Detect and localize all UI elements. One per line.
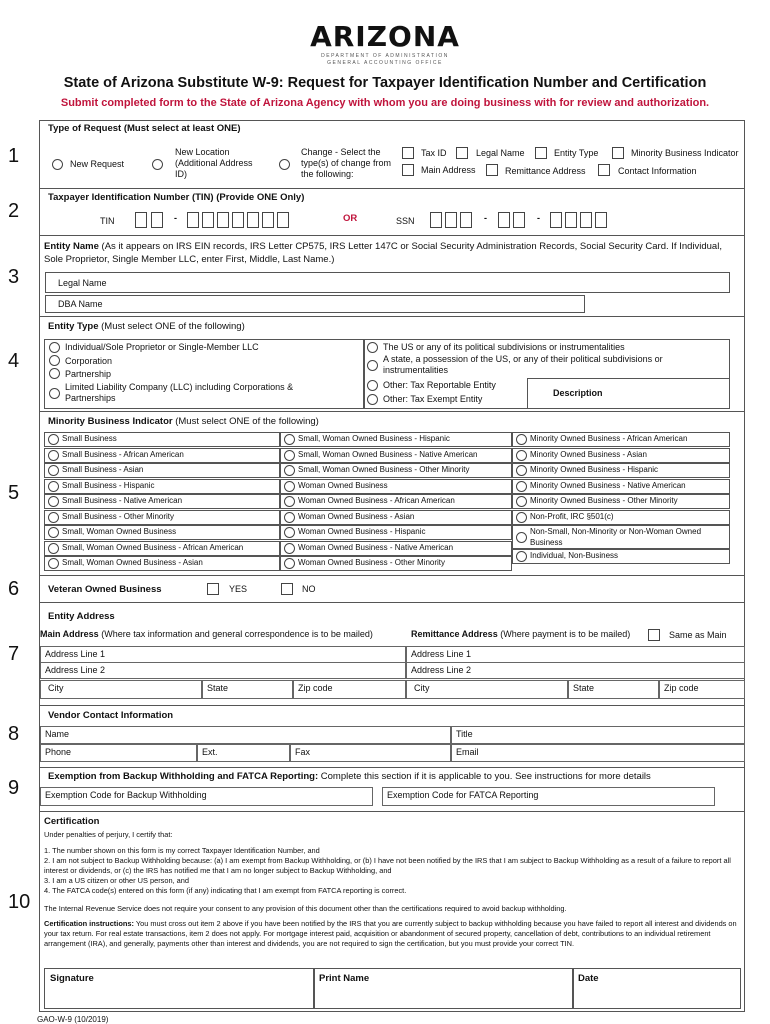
entity-tax-reportable-radio[interactable] [367, 380, 378, 391]
minority-option-label: Woman Owned Business - Native American [298, 542, 454, 552]
minority-option-label: Small Business - African American [62, 449, 184, 459]
divider [39, 575, 745, 576]
or-label: OR [343, 213, 358, 224]
minority-option-label: Small Business - Hispanic [62, 480, 155, 490]
change-radio[interactable] [279, 159, 290, 170]
divider [39, 767, 745, 768]
tin-digit[interactable] [217, 212, 229, 228]
minority-option-row[interactable] [512, 448, 730, 463]
legal-name-label: Legal Name [476, 148, 525, 158]
minority-option-row[interactable] [44, 525, 280, 540]
minority-option-label: Non-Profit, IRC §501(c) [530, 511, 614, 521]
minority-option-row[interactable] [512, 463, 730, 478]
contact-title-field[interactable]: Title [451, 726, 745, 744]
remit-address-desc: (Where payment is to be mailed) [500, 629, 631, 639]
dba-name-field[interactable] [45, 295, 585, 313]
minority-label-bold: Minority Business Indicator [48, 416, 173, 427]
entity-tax-reportable-label: Other: Tax Reportable Entity [383, 380, 496, 390]
main-address-desc: (Where tax information and general correspondence is to be mailed) [101, 629, 373, 639]
form-footer: GAO-W-9 (10/2019) [37, 1015, 109, 1024]
minority-option-radio[interactable] [48, 527, 59, 538]
certification-item-4: 4. The FATCA code(s) entered on this form (if any) indicating that I am exempt from FATCA reporting is correct. [44, 886, 407, 895]
minority-option-radio[interactable] [48, 450, 59, 461]
section-number-7: 7 [8, 643, 20, 665]
tin-digit[interactable] [277, 212, 289, 228]
minority-option-row[interactable] [44, 479, 280, 494]
entity-individual-label: Individual/Sole Proprietor or Single-Member LLC [65, 342, 259, 352]
section-number-10: 10 [8, 891, 31, 913]
minority-option-row[interactable] [280, 432, 512, 447]
contact-fax-field[interactable]: Fax [290, 744, 451, 762]
signature-label: Signature [50, 973, 94, 984]
divider [39, 235, 745, 236]
tin-digit[interactable] [202, 212, 214, 228]
divider [39, 316, 745, 317]
minority-option-row[interactable] [512, 494, 730, 509]
logo-line2: GENERAL ACCOUNTING OFFICE [327, 60, 443, 66]
minority-option-radio[interactable] [284, 543, 295, 554]
minority-option-radio[interactable] [284, 512, 295, 523]
fatca-field[interactable]: Exemption Code for FATCA Reporting [382, 787, 715, 806]
veteran-label: Veteran Owned Business [48, 584, 162, 595]
certification-instructions [44, 919, 744, 948]
new-location-radio[interactable] [152, 159, 163, 170]
minority-option-label: Small Business - Asian [62, 465, 144, 474]
certification-item-2: 2. I am not subject to Backup Withholding because: (a) I am exempt from Backup Withholding, or (b) I have not been notified by the IRS that I am subject to Backup Withholding as a result of a failure to report all interest or dividends, or (c) the IRS has notified me that I am no longer subject to Backup Withholding, and [44, 856, 731, 875]
minority-option-label: Woman Owned Business [298, 480, 388, 490]
entity-type-checkbox[interactable] [535, 147, 547, 159]
ssn-digit[interactable] [580, 212, 592, 228]
minority-option-row[interactable] [280, 448, 512, 463]
minority-option-radio[interactable] [48, 543, 59, 554]
minority-option-row[interactable] [512, 432, 730, 447]
main-zip[interactable]: Zip code [293, 680, 406, 699]
veteran-yes-label: YES [229, 584, 248, 594]
minority-option-radio[interactable] [516, 450, 527, 461]
certification-item-3: 3. I am a US citizen or other US person, and [44, 876, 190, 885]
minority-option-row[interactable] [44, 510, 280, 525]
form-subtitle: Submit completed form to the State of Arizona Agency with whom you are doing business with for review and authorization. [60, 97, 710, 109]
minority-option-radio[interactable] [48, 481, 59, 492]
minority-option-radio[interactable] [48, 496, 59, 507]
ssn-digit[interactable] [498, 212, 510, 228]
certification-label: Certification [44, 816, 100, 827]
minority-option-row[interactable] [44, 463, 280, 478]
divider [39, 188, 745, 189]
contact-ext-field[interactable]: Ext. [197, 744, 290, 762]
backup-withholding-field[interactable]: Exemption Code for Backup Withholding [40, 787, 373, 806]
entity-address-label: Entity Address [48, 611, 115, 622]
entity-us-radio[interactable] [367, 342, 378, 353]
description-label: Description [553, 388, 603, 398]
minority-option-label: Small Business - Native American [62, 496, 183, 505]
minority-option-row[interactable] [44, 494, 280, 509]
certification-item-1: 1. The number shown on this form is my correct Taxpayer Identification Number, and [44, 846, 320, 855]
minority-option-row[interactable] [280, 510, 512, 525]
minority-option-label: Small, Woman Owned Business [62, 527, 177, 536]
minority-option-radio[interactable] [516, 512, 527, 523]
ssn-digit[interactable] [513, 212, 525, 228]
minority-option-label: Woman Owned Business - Hispanic [298, 527, 426, 536]
entity-name-desc: (As it appears on IRS EIN records, IRS Letter CP575, IRS Letter 147C or Social Security Administration Records, Social Security Card. If Individual, Sole Proprietor, Single Member LLC, enter First, Middle, Last Name.) [44, 241, 722, 265]
remit-address-bold: Remittance Address [411, 629, 498, 639]
remit-city[interactable]: City [406, 680, 568, 699]
section-number-3: 3 [8, 266, 20, 288]
entity-name-instructions [44, 240, 734, 266]
main-address-heading [40, 629, 373, 640]
minority-heading [48, 416, 319, 427]
minority-option-radio[interactable] [48, 512, 59, 523]
irs-consent-note: The Internal Revenue Service does not require your consent to any provision of this document other than the certifications required to avoid backup withholding. [44, 904, 567, 913]
contact-info-checkbox[interactable] [598, 164, 610, 176]
minority-option-row[interactable] [280, 556, 512, 571]
minority-indicator-label: Minority Business Indicator [631, 148, 739, 158]
main-city[interactable]: City [40, 680, 202, 699]
minority-option-radio[interactable] [284, 465, 295, 476]
ssn-dash: - [484, 213, 487, 223]
exemption-bold: Exemption from Backup Withholding and FATCA Reporting: [48, 771, 319, 782]
minority-option-radio[interactable] [284, 481, 295, 492]
contact-info-label: Contact Information [618, 166, 697, 176]
date-label: Date [578, 973, 599, 984]
ssn-digit[interactable] [595, 212, 607, 228]
tin-digit[interactable] [135, 212, 147, 228]
section-number-2: 2 [8, 200, 20, 222]
certification-intro: Under penalties of perjury, I certify that: [44, 830, 173, 839]
ssn-label: SSN [396, 216, 415, 226]
entity-type-label-bold: Entity Type [48, 321, 99, 332]
minority-option-label: Small, Woman Owned Business - African American [62, 542, 244, 552]
entity-state-label: A state, a possession of the US, or any of their political subdivisions or instrumentalities [383, 354, 663, 375]
entity-corporation-radio[interactable] [49, 355, 60, 366]
remittance-address-label: Remittance Address [505, 166, 586, 176]
main-address-line2[interactable]: Address Line 2 [40, 662, 406, 679]
legal-name-checkbox[interactable] [456, 147, 468, 159]
minority-option-label: Minority Owned Business - Hispanic [530, 465, 659, 474]
remit-address-line2[interactable]: Address Line 2 [406, 662, 745, 679]
divider [39, 411, 745, 412]
minority-option-radio[interactable] [284, 496, 295, 507]
veteran-no-checkbox[interactable] [281, 583, 293, 595]
minority-option-row[interactable] [44, 556, 280, 571]
remit-state[interactable]: State [568, 680, 659, 699]
legal-name-field[interactable] [45, 272, 730, 293]
ssn-digit[interactable] [445, 212, 457, 228]
exemption-desc: Complete this section if it is applicable to you. See instructions for more details [320, 771, 651, 782]
cert-instr-text: You must cross out item 2 above if you have been notified by the IRS that you are currently subject to backup withholding because you have failed to report all interest and dividends on your tax return. For real estate transactions, item 2 does not apply. For mortgage interest paid, acquisition or abandonment of secured property, cancellation of debt, contributions to an individual retirement arrangement (IRA), and generally, payments other than interest and dividends, you are not required to sign the certification, but you must provide your correct TIN. [44, 919, 737, 948]
minority-option-radio[interactable] [516, 434, 527, 445]
cert-instr-bold: Certification instructions: [44, 919, 134, 928]
exemption-heading [48, 771, 651, 782]
arizona-logo [300, 20, 470, 67]
remit-address-line1[interactable]: Address Line 1 [406, 646, 745, 663]
minority-option-label: Small, Woman Owned Business - Asian [62, 558, 203, 567]
contact-phone-field[interactable]: Phone [40, 744, 197, 762]
entity-llc-radio[interactable] [49, 388, 60, 399]
main-address-checkbox[interactable] [402, 164, 414, 176]
minority-option-row[interactable] [280, 525, 512, 540]
form-title: State of Arizona Substitute W-9: Request for Taxpayer Identification Number and Certification [63, 75, 707, 91]
minority-option-radio[interactable] [516, 481, 527, 492]
minority-option-label: Small, Woman Owned Business - Native American [298, 449, 478, 459]
veteran-no-label: NO [302, 584, 316, 594]
section-number-4: 4 [8, 350, 20, 372]
contact-email-field[interactable]: Email [451, 744, 745, 762]
entity-us-label: The US or any of its political subdivisions or instrumentalities [383, 342, 625, 352]
new-request-radio[interactable] [52, 159, 63, 170]
logo-line1: DEPARTMENT OF ADMINISTRATION [321, 53, 449, 59]
legal-name-field-label: Legal Name [58, 278, 107, 288]
minority-option-label: Small, Woman Owned Business - Other Minority [298, 465, 470, 474]
entity-type-desc: (Must select ONE of the following) [101, 321, 245, 332]
minority-option-row[interactable] [44, 448, 280, 463]
divider [39, 602, 745, 603]
minority-option-row[interactable] [280, 494, 512, 509]
entity-tax-exempt-label: Other: Tax Exempt Entity [383, 394, 483, 404]
tin-dash: - [174, 213, 177, 223]
minority-option-radio[interactable] [516, 551, 527, 562]
change-label: Change - Select the type(s) of change from the following: [301, 147, 392, 179]
minority-option-row[interactable] [280, 463, 512, 478]
minority-option-label: Non-Small, Non-Minority or Non-Woman Owned Business [530, 527, 702, 547]
minority-option-label: Woman Owned Business - Other Minority [298, 558, 446, 567]
dba-name-field-label: DBA Name [58, 299, 103, 309]
main-address-line1[interactable]: Address Line 1 [40, 646, 406, 663]
minority-option-label: Small, Woman Owned Business - Hispanic [298, 434, 450, 443]
section-number-8: 8 [8, 723, 20, 745]
section-number-5: 5 [8, 482, 20, 504]
entity-state-radio[interactable] [367, 360, 378, 371]
entity-partnership-label: Partnership [65, 369, 112, 379]
main-address-label: Main Address [421, 165, 476, 175]
entity-partnership-radio[interactable] [49, 368, 60, 379]
entity-individual-radio[interactable] [49, 342, 60, 353]
minority-option-radio[interactable] [284, 450, 295, 461]
minority-option-label: Minority Owned Business - Native American [530, 480, 686, 490]
entity-llc-label: Limited Liability Company (LLC) including Corporations & Partnerships [65, 382, 294, 403]
divider [39, 705, 745, 706]
divider [39, 811, 745, 812]
entity-type-heading [48, 321, 245, 332]
tin-digit[interactable] [187, 212, 199, 228]
vendor-contact-label: Vendor Contact Information [48, 710, 174, 721]
minority-option-row[interactable] [512, 549, 730, 564]
entity-corporation-label: Corporation [65, 356, 113, 366]
minority-option-row[interactable] [280, 479, 512, 494]
ssn-digit[interactable] [430, 212, 442, 228]
minority-option-radio[interactable] [516, 465, 527, 476]
minority-option-label: Woman Owned Business - Asian [298, 511, 415, 521]
ssn-digit[interactable] [565, 212, 577, 228]
minority-indicator-checkbox[interactable] [612, 147, 624, 159]
minority-option-radio[interactable] [48, 465, 59, 476]
tax-id-label: Tax ID [421, 148, 447, 158]
ssn-digit[interactable] [460, 212, 472, 228]
tin-label: TIN [100, 216, 115, 226]
remit-zip[interactable]: Zip code [659, 680, 745, 699]
minority-option-radio[interactable] [48, 558, 59, 569]
minority-option-label: Individual, Non-Business [530, 551, 619, 560]
entity-name-label: Entity Name [44, 241, 99, 252]
main-address-bold: Main Address [40, 629, 99, 639]
logo-name: ARIZONA [310, 20, 460, 53]
minority-option-row[interactable] [280, 541, 512, 556]
minority-option-row[interactable] [512, 510, 730, 525]
veteran-yes-checkbox[interactable] [207, 583, 219, 595]
section-number-1: 1 [8, 145, 20, 167]
tax-id-checkbox[interactable] [402, 147, 414, 159]
same-as-main-label: Same as Main [669, 630, 727, 640]
section-number-6: 6 [8, 578, 20, 600]
minority-option-label: Minority Owned Business - Other Minority [530, 496, 678, 505]
minority-option-label: Small Business - Other Minority [62, 511, 175, 521]
minority-option-row[interactable] [44, 432, 280, 447]
minority-option-radio[interactable] [284, 434, 295, 445]
minority-option-row[interactable] [44, 541, 280, 556]
tin-digit[interactable] [247, 212, 259, 228]
tin-section-label: Taxpayer Identification Number (TIN) (Provide ONE Only) [48, 192, 305, 203]
minority-option-radio[interactable] [516, 532, 527, 543]
ssn-dash: - [537, 213, 540, 223]
minority-option-radio[interactable] [284, 558, 295, 569]
entity-type-label: Entity Type [554, 148, 599, 158]
main-state[interactable]: State [202, 680, 293, 699]
minority-option-label: Minority Owned Business - Asian [530, 449, 647, 459]
minority-option-label: Minority Owned Business - African American [530, 434, 688, 443]
tin-digit[interactable] [151, 212, 163, 228]
remittance-address-checkbox[interactable] [486, 164, 498, 176]
minority-option-radio[interactable] [516, 496, 527, 507]
same-as-main-checkbox[interactable] [648, 629, 660, 641]
minority-desc: (Must select ONE of the following) [175, 416, 319, 427]
type-of-request-label: Type of Request (Must select at least ONE) [48, 123, 241, 134]
print-name-label: Print Name [319, 973, 370, 984]
minority-option-row[interactable] [512, 525, 730, 549]
contact-name-field[interactable]: Name [40, 726, 451, 744]
entity-tax-exempt-radio[interactable] [367, 394, 378, 405]
remit-address-heading [411, 629, 630, 640]
minority-option-label: Small Business [62, 434, 117, 443]
minority-option-radio[interactable] [48, 434, 59, 445]
minority-option-label: Woman Owned Business - African American [298, 496, 455, 505]
tin-digit[interactable] [232, 212, 244, 228]
new-location-label: New Location (Additional Address ID) [175, 147, 253, 179]
new-request-label: New Request [70, 159, 125, 169]
ssn-digit[interactable] [550, 212, 562, 228]
minority-option-radio[interactable] [284, 527, 295, 538]
section-number-9: 9 [8, 777, 20, 799]
minority-option-row[interactable] [512, 479, 730, 494]
tin-digit[interactable] [262, 212, 274, 228]
